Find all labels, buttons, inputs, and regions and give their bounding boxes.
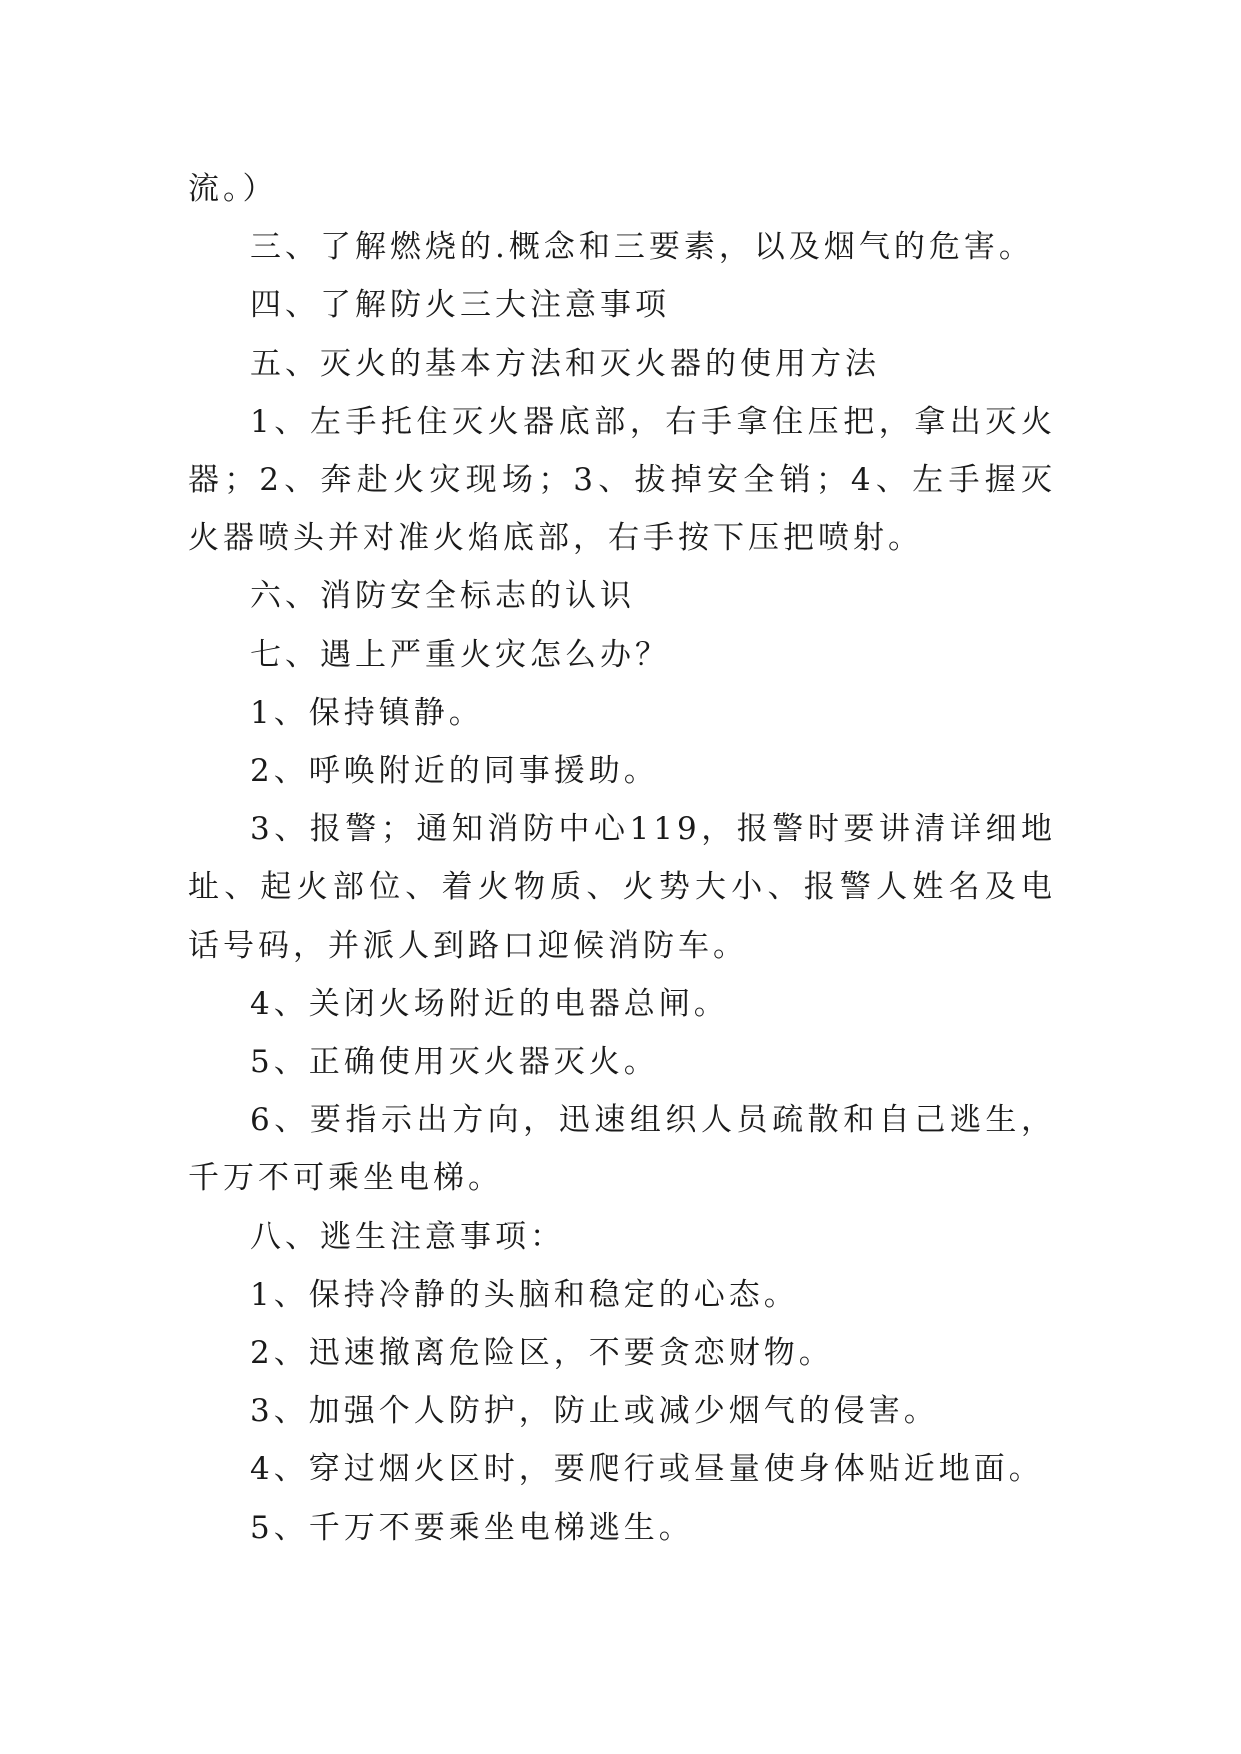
section-heading-5: 五、灭火的基本方法和灭火器的使用方法 [250, 345, 880, 382]
list-item: 2、呼唤附近的同事援助。 [250, 753, 659, 790]
section-heading-3: 三、了解燃烧的.概念和三要素，以及烟气的危害。 [250, 229, 1034, 266]
extinguisher-steps: 1、左手托住灭火器底部，右手拿住压把，拿出灭火器；2、奔赴火灾现场；3、拔掉安全销；4、左手握灭火器喷头并对准火焰底部，右手按下压把喷射。 [188, 403, 1056, 557]
list-item: 5、千万不要乘坐电梯逃生。 [250, 1509, 694, 1546]
list-item: 4、关闭火场附近的电器总闸。 [250, 985, 729, 1022]
list-item: 5、正确使用灭火器灭火。 [250, 1044, 659, 1081]
section-heading-8: 八、逃生注意事项： [250, 1218, 565, 1255]
list-item: 6、要指示出方向，迅速组织人员疏散和自己逃生，千万不可乘坐电梯。 [188, 1102, 1056, 1197]
paragraph-continuation: 流。） [188, 171, 278, 207]
document-body [188, 160, 1056, 1557]
list-item: 1、保持冷静的头脑和稳定的心态。 [250, 1276, 799, 1313]
list-item: 4、穿过烟火区时，要爬行或昼量使身体贴近地面。 [250, 1451, 1044, 1488]
section-heading-4: 四、了解防火三大注意事项 [250, 287, 670, 324]
list-item: 1、保持镇静。 [250, 694, 484, 731]
section-heading-6: 六、消防安全标志的认识 [250, 578, 635, 615]
list-item: 2、迅速撤离危险区，不要贪恋财物。 [250, 1335, 834, 1372]
list-item: 3、加强个人防护，防止或减少烟气的侵害。 [250, 1393, 939, 1430]
list-item: 3、报警；通知消防中心119，报警时要讲清详细地址、起火部位、着火物质、火势大小、报警人姓名及电话号码，并派人到路口迎候消防车。 [188, 811, 1056, 964]
section-heading-7: 七、遇上严重火灾怎么办？ [250, 636, 670, 673]
